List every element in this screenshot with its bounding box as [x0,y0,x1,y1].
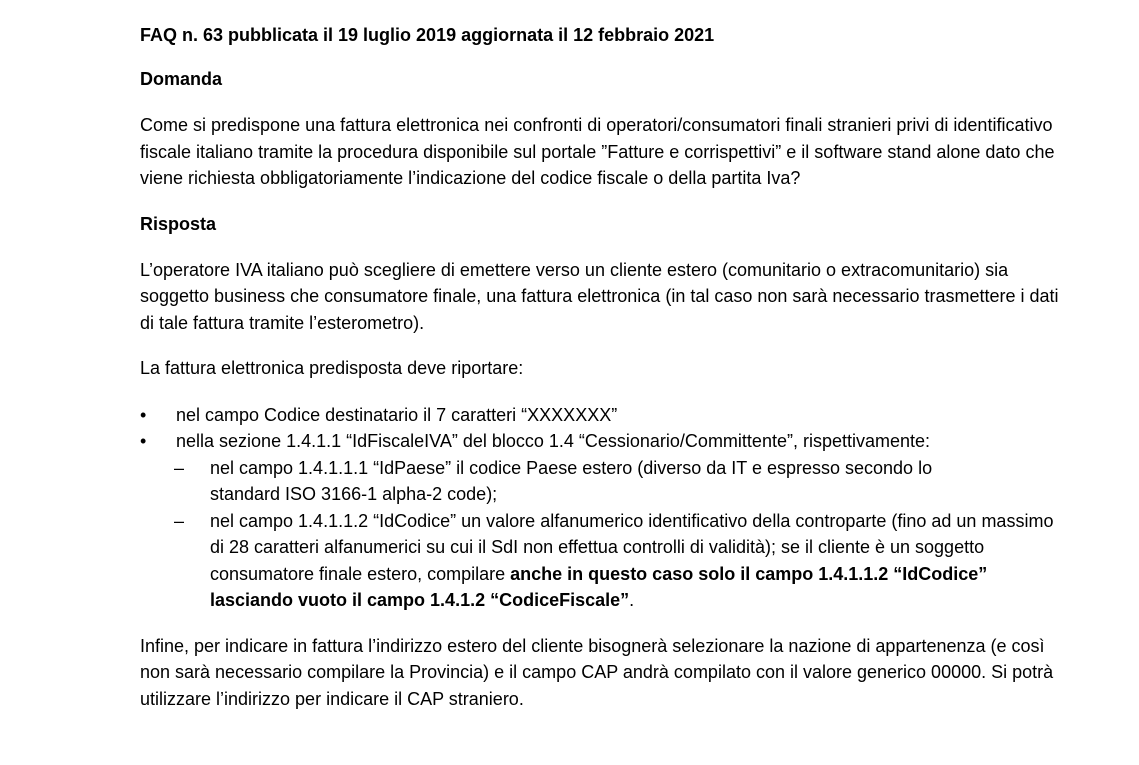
requirements-list [140,402,1080,455]
sub-list-item [140,508,1070,614]
question-text: Come si predispone una fattura elettronica nei confronti di operatori/consumatori finali stranieri privi di identificativo fiscale italiano tramite la procedura disponibile sul portale ”Fatture e corrispettivi” e il software stand alone dato che viene richiesta obbligatoriamente l’indicazione del codice fiscale o della partita Iva? [140,115,1055,188]
closing-paragraph: Infine, per indicare in fattura l’indirizzo estero del cliente bisognerà selezionare la nazione di appartenenza (e così non sarà necessario compilare la Provincia) e il campo CAP andrà compilato con il valore generico 00000. Si potrà utilizzare l’indirizzo per indicare il CAP straniero. [140,635,1054,709]
dash-icon: – [174,457,185,478]
sub-list-item-text: nel campo 1.4.1.1.2 “IdCodice” un valore alfanumerico identificativo della controparte (fino ad un massimo di 28 caratteri alfanumerici su cui il SdI non effettua controlli di validità); se il cliente è un soggetto consumatore finale estero, compilare [210,510,1054,584]
list-item [140,402,1080,429]
sub-list-item-text: nel campo 1.4.1.1.1 “IdPaese” il codice Paese estero (diverso da IT e espresso secondo lo standard ISO 3166-1 alpha-2 code); [210,457,933,504]
sub-list-item [140,455,970,508]
sub-list-item-bold-text: anche in questo caso solo il campo 1.4.1.1.2 “IdCodice” lasciando vuoto il campo 1.4.1.2 “CodiceFiscale” [210,563,988,610]
dash-icon: – [174,510,185,531]
faq-title: FAQ n. 63 pubblicata il 19 luglio 2019 aggiornata il 12 febbraio 2021 [140,25,715,45]
list-item-text: nella sezione 1.4.1.1 “IdFiscaleIVA” del blocco 1.4 “Cessionario/Committente”, rispettivamente: [176,431,931,451]
faq-document [140,22,1080,712]
sub-list-item-end: . [629,590,635,610]
question-heading: Domanda [140,69,223,89]
list-item-text: nel campo Codice destinatario il 7 caratteri “XXXXXXX” [176,404,618,425]
answer-paragraph-2: La fattura elettronica predisposta deve riportare: [140,358,524,378]
bullet-icon: • [140,431,147,451]
sub-list [140,455,1080,614]
bullet-icon: • [140,404,147,425]
answer-heading: Risposta [140,213,217,234]
list-item [140,428,1080,455]
answer-paragraph-1: L’operatore IVA italiano può scegliere di emettere verso un cliente estero (comunitario o extracomunitario) sia soggetto business che consumatore finale, una fattura elettronica (in tal caso non sarà necessario trasmettere i dati di tale fattura tramite l’esterometro). [140,259,1059,333]
